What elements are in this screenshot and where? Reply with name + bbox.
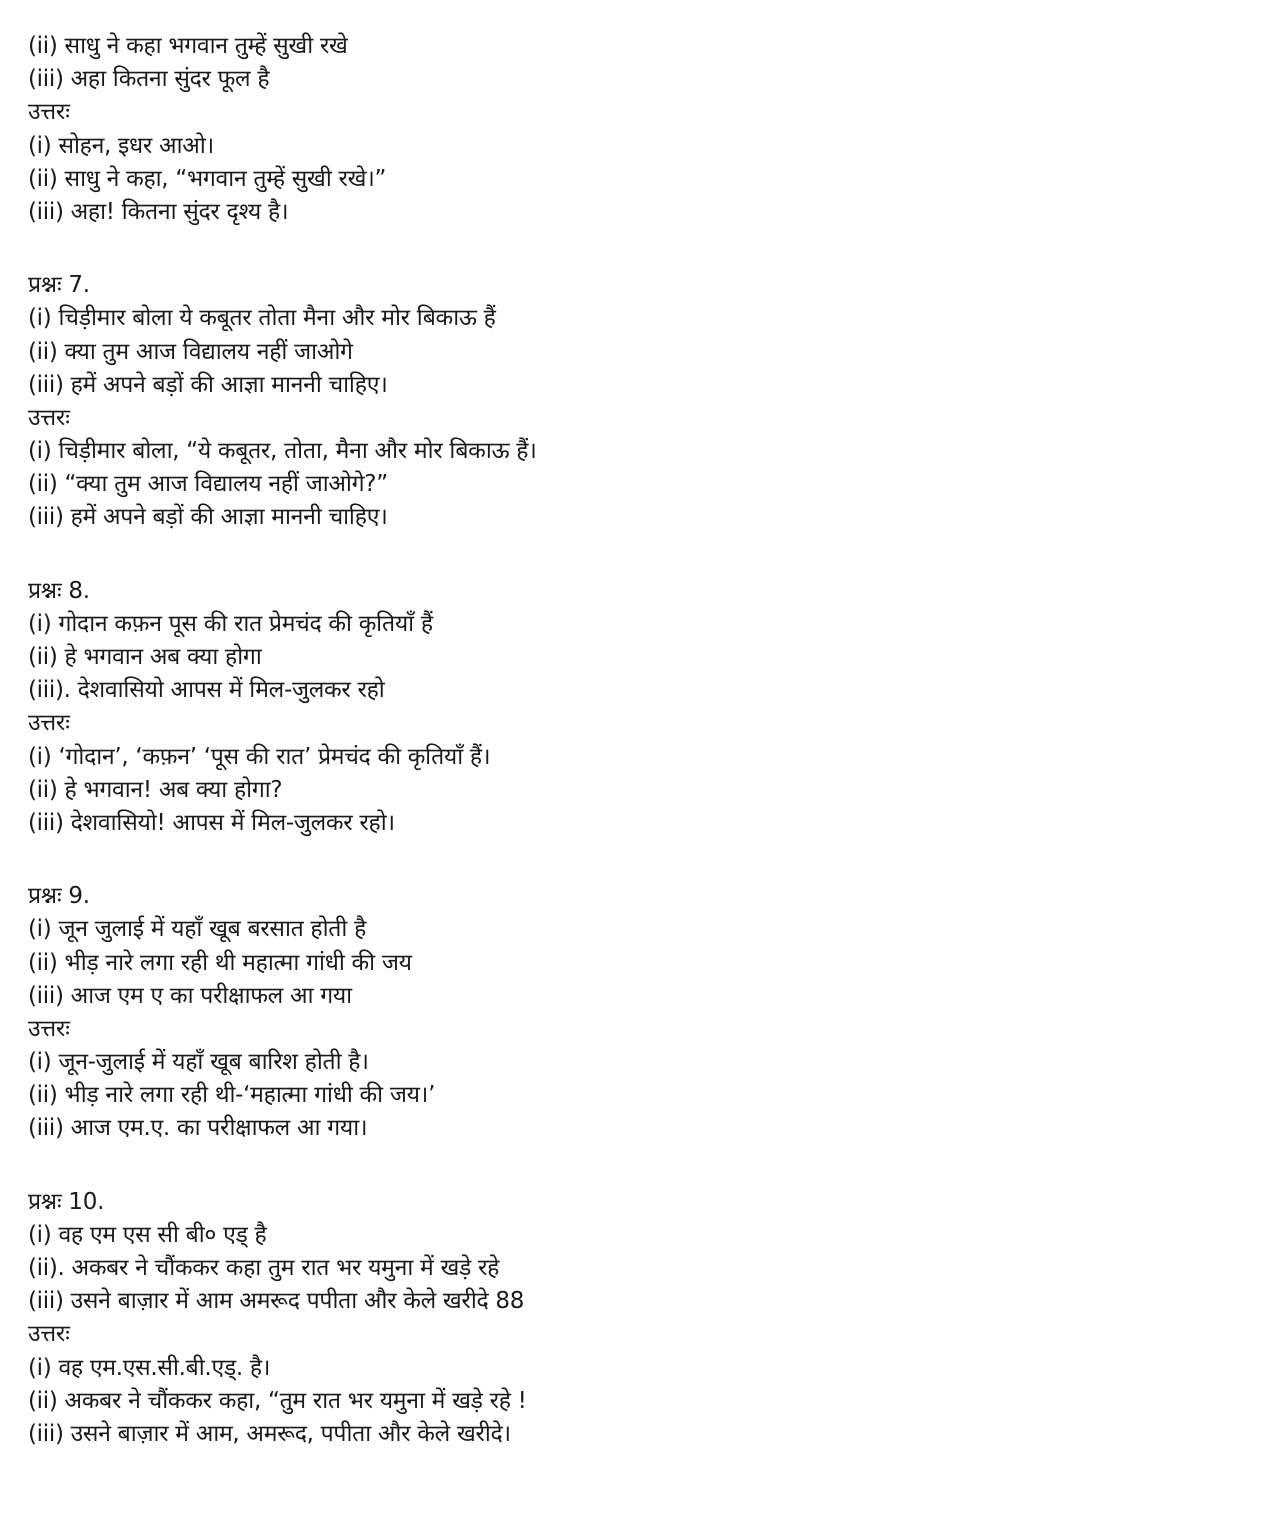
question-line: (iii) आज एम ए का परीक्षाफल आ गया (28, 982, 352, 1009)
answer-line: (ii) अकबर ने चौंककर कहा, “तुम रात भर यमुना में खड़े रहे ! (28, 1387, 527, 1414)
question-line: (iii) अहा कितना सुंदर फूल है (28, 66, 270, 93)
question-line: (iii) हमें अपने बड़ों की आज्ञा माननी चाहिए। (28, 371, 388, 398)
spacer (28, 535, 1275, 575)
spacer (28, 1146, 1275, 1186)
question-heading: प्रश्नः 7. (28, 272, 90, 299)
question-line: (i) चिड़ीमार बोला ये कबूतर तोता मैना और मोर बिकाऊ हैं (28, 305, 496, 332)
question-line: (ii) हे भगवान अब क्या होगा (28, 644, 262, 670)
question-line: (iii). देशवासियो आपस में मिल-जुलकर रहो (28, 677, 385, 704)
question-heading: प्रश्नः 8. (28, 577, 90, 604)
question-line: (i) गोदान कफ़न पूस की रात प्रेमचंद की कृतियाँ हैं (28, 610, 433, 637)
answer-line: (ii) भीड़ नारे लगा रही थी-‘महात्मा गांधी की जय।’ (28, 1082, 436, 1109)
question-line: (iii) उसने बाज़ार में आम अमरूद पपीता और केले खरीदे 88 (28, 1288, 525, 1315)
question-heading: प्रश्नः 9. (28, 883, 90, 910)
answer-line: (iii) हमें अपने बड़ों की आज्ञा माननी चाहिए। (28, 504, 388, 531)
answer-label: उत्तरः (28, 710, 70, 737)
answer-line: (ii) “क्या तुम आज विद्यालय नहीं जाओगे?” (28, 471, 388, 498)
answer-line: (iii) देशवासियो! आपस में मिल-जुलकर रहो। (28, 809, 395, 836)
answer-line: (i) सोहन, इधर आओ। (28, 132, 214, 159)
question-line: (ii) क्या तुम आज विद्यालय नहीं जाओगे (28, 338, 353, 365)
answer-label: उत्तरः (28, 99, 70, 126)
answer-label: उत्तरः (28, 404, 70, 431)
question-6-continued (28, 30, 1275, 229)
question-7 (28, 269, 1275, 535)
answer-line: (ii) हे भगवान! अब क्या होगा? (28, 776, 283, 803)
answer-line: (i) वह एम.एस.सी.बी.एड्. है। (28, 1354, 271, 1381)
answer-label: उत्तरः (28, 1015, 70, 1042)
question-9 (28, 880, 1275, 1146)
spacer (28, 229, 1275, 269)
question-line: (ii). अकबर ने चौंककर कहा तुम रात भर यमुना में खड़े रहे (28, 1255, 500, 1281)
question-10 (28, 1186, 1275, 1452)
question-heading: प्रश्नः 10. (28, 1188, 105, 1215)
question-8 (28, 575, 1275, 841)
answer-line: (i) जून-जुलाई में यहाँ खूब बारिश होती है। (28, 1049, 369, 1076)
question-line: (i) वह एम एस सी बी० एड् है (28, 1221, 267, 1248)
answer-line: (iii) अहा! कितना सुंदर दृश्य है। (28, 198, 289, 225)
answer-line: (iii) उसने बाज़ार में आम, अमरूद, पपीता और केले खरीदे। (28, 1420, 511, 1447)
question-line: (ii) साधु ने कहा भगवान तुम्हें सुखी रखे (28, 33, 348, 59)
answer-line: (i) ‘गोदान’, ‘कफ़न’ ‘पूस की रात’ प्रेमचंद की कृतियाँ हैं। (28, 743, 491, 770)
answer-line: (i) चिड़ीमार बोला, “ये कबूतर, तोता, मैना और मोर बिकाऊ हैं। (28, 438, 537, 465)
spacer (28, 840, 1275, 880)
question-line: (ii) भीड़ नारे लगा रही थी महात्मा गांधी की जय (28, 949, 412, 976)
answer-line: (ii) साधु ने कहा, “भगवान तुम्हें सुखी रखे।” (28, 165, 387, 192)
answer-label: उत्तरः (28, 1321, 70, 1348)
answer-line: (iii) आज एम.ए. का परीक्षाफल आ गया। (28, 1115, 368, 1142)
question-line: (i) जून जुलाई में यहाँ खूब बरसात होती है (28, 916, 366, 943)
